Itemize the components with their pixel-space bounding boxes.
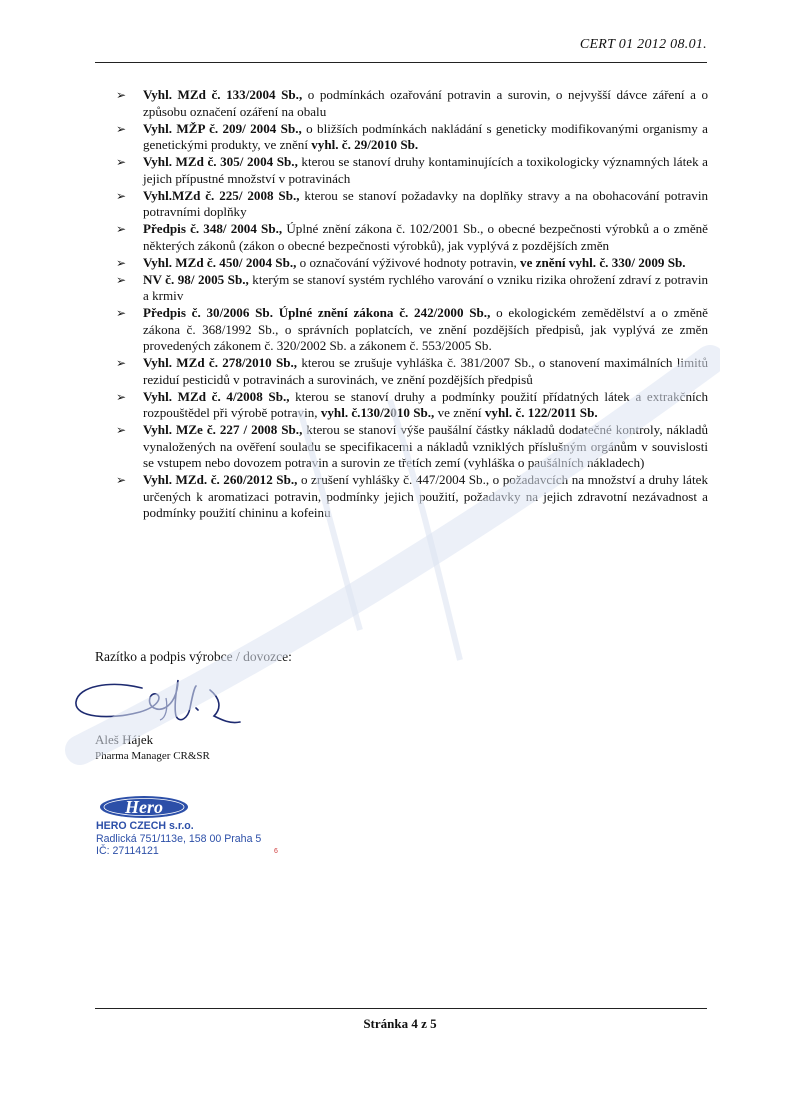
legislation-item	[116, 255, 708, 272]
legislation-text: o podmínkách ozařování potravin a surovin, o nejvyšší dávce záření a o způsobu označení ozáření na obalu	[143, 87, 708, 119]
signer-name: Aleš Hájek	[95, 732, 154, 747]
page-number	[0, 1016, 800, 1032]
legislation-item	[116, 472, 708, 522]
legislation-text: o bližších podmínkách nakládání s geneticky modifikovanými organismy a genetickými produkty, ve znění	[143, 120, 708, 152]
legislation-item	[116, 221, 708, 254]
arrow-bullet-icon: ➢	[116, 155, 127, 169]
legislation-citation: vyhl. č. 29/2010 Sb.	[311, 137, 419, 152]
legislation-citation: Vyhl. MZd č. 278/2010 Sb.,	[143, 355, 298, 370]
legislation-text: kterou se stanoví druhy kontaminujících a toxikologicky významných látek a jejich přípustné množství v potravinách	[143, 154, 708, 186]
arrow-bullet-icon: ➢	[116, 88, 127, 102]
stamp-signature-label: Razítko a podpis výrobce / dovozce:	[95, 649, 292, 664]
legislation-text: kterou se stanoví druhy a podmínky použití přídatných látek a extrakčních rozpouštědel při výrobě potravin,	[143, 388, 708, 420]
page-separator: z	[417, 1016, 431, 1031]
page-prefix: Stránka	[363, 1016, 412, 1031]
arrow-bullet-icon: ➢	[116, 121, 127, 136]
legislation-citation: Předpis č. 30/2006 Sb. Úplné znění zákona č. 242/2000 Sb.,	[143, 305, 491, 320]
legislation-text: kterou se zrušuje vyhláška č. 381/2007 Sb., o stanovení maximálních limitů reziduí pesticidů v potravinách a surovinách, ve znění pozdějších předpisů	[143, 355, 708, 387]
legislation-citation: NV č. 98/ 2005 Sb.,	[143, 271, 249, 287]
arrow-bullet-icon: ➢	[116, 255, 127, 270]
hero-logo-text: Hero	[125, 797, 163, 817]
arrow-bullet-icon: ➢	[116, 222, 127, 236]
legislation-citation: Vyhl. MZd č. 450/ 2004 Sb.,	[143, 254, 297, 270]
header-divider	[95, 62, 707, 63]
legislation-item	[116, 422, 708, 472]
legislation-citation: Vyhl. MZd č. 133/2004 Sb.,	[143, 87, 303, 102]
signer-title: Pharma Manager CR&SR	[95, 750, 210, 762]
company-id: IČ: 27114121	[96, 845, 159, 857]
legislation-item	[116, 305, 708, 355]
company-address: Radlická 751/113e, 158 00 Praha 5	[96, 832, 262, 845]
legislation-text: kterou se stanoví požadavky na doplňky stravy a na obohacování potravin potravními doplňky	[143, 187, 709, 219]
company-stamp	[96, 820, 261, 858]
arrow-bullet-icon: ➢	[116, 356, 127, 370]
legislation-citation: Předpis č. 348/ 2004 Sb.,	[143, 221, 283, 236]
legislation-text: kterým se stanoví systém rychlého varování o vzniku rizika ohrožení zdraví z potravin a krmiv	[143, 271, 708, 303]
legislation-text: ve znění	[434, 405, 485, 420]
legislation-citation: Vyhl. MZd. č. 260/2012 Sb.,	[143, 472, 298, 487]
arrow-bullet-icon: ➢	[116, 423, 127, 437]
legislation-list	[116, 87, 708, 522]
legislation-text: kterou se stanoví výše paušální částky nákladů dodatečné kontroly, nákladů vynaložených na ověření souladu se specifikacemi a nákladů vzniklých příslušným orgánům v souvislosti se vstupem nebo dovozem potravin a surovin ze třetích zemí (vyhláška o paušálních nákladech)	[143, 422, 709, 470]
hero-logo	[99, 795, 189, 819]
arrow-bullet-icon: ➢	[116, 306, 127, 320]
legislation-text: o označování výživové hodnoty potravin,	[296, 254, 521, 270]
company-name: HERO CZECH s.r.o.	[96, 820, 194, 832]
legislation-item	[116, 272, 708, 305]
legislation-citation: Vyhl. MZd č. 4/2008 Sb.,	[143, 388, 290, 404]
legislation-citation: Vyhl. MZe č. 227 / 2008 Sb.,	[143, 422, 303, 437]
stamp-number: 6	[274, 848, 278, 855]
legislation-citation: vyhl. č.130/2010 Sb.,	[320, 405, 435, 420]
legislation-citation: Vyhl. MZd č. 305/ 2004 Sb.,	[143, 154, 298, 169]
legislation-item	[116, 154, 708, 187]
legislation-text: o zrušení vyhlášky č. 447/2004 Sb., o požadavcích na množství a druhy látek určených k aromatizaci potravin, podmínky jejich použití, požadavky na jejich zdravotní nezávadnost a podmínky použití chininu a kofeinu	[143, 472, 708, 520]
legislation-citation: Vyhl. MŽP č. 209/ 2004 Sb.,	[143, 120, 302, 136]
legislation-text: o ekologickém zemědělství a o změně zákona č. 368/1992 Sb., o správních poplatcích, ve znění pozdějších předpisů, jak vyplývá ze změn provedených zákonem č. 320/2002 Sb. a zákonem č. 553/2005 Sb.	[143, 305, 708, 353]
legislation-item	[116, 389, 708, 422]
legislation-item	[116, 121, 708, 154]
legislation-text: Úplné znění zákona č. 102/2001 Sb., o obecné bezpečnosti výrobků a o změně některých zákonů (zákon o obecné bezpečnosti výrobků), jak vyplývá z pozdějších změn	[143, 221, 708, 253]
legislation-item	[116, 355, 708, 388]
arrow-bullet-icon: ➢	[116, 473, 127, 487]
legislation-citation: ve znění vyhl. č. 330/ 2009 Sb.	[520, 254, 686, 270]
page-total: 5	[430, 1016, 437, 1031]
legislation-item	[116, 188, 708, 221]
arrow-bullet-icon: ➢	[116, 389, 127, 404]
legislation-item	[116, 87, 708, 120]
document-code: CERT 01 2012 08.01.	[579, 37, 707, 52]
arrow-bullet-icon: ➢	[116, 272, 127, 287]
legislation-citation: vyhl. č. 122/2011 Sb.	[484, 405, 598, 420]
legislation-citation: Vyhl.MZd č. 225/ 2008 Sb.,	[143, 187, 300, 203]
arrow-bullet-icon: ➢	[116, 188, 127, 203]
footer-divider	[95, 1008, 707, 1009]
page-current: 4	[411, 1016, 418, 1031]
